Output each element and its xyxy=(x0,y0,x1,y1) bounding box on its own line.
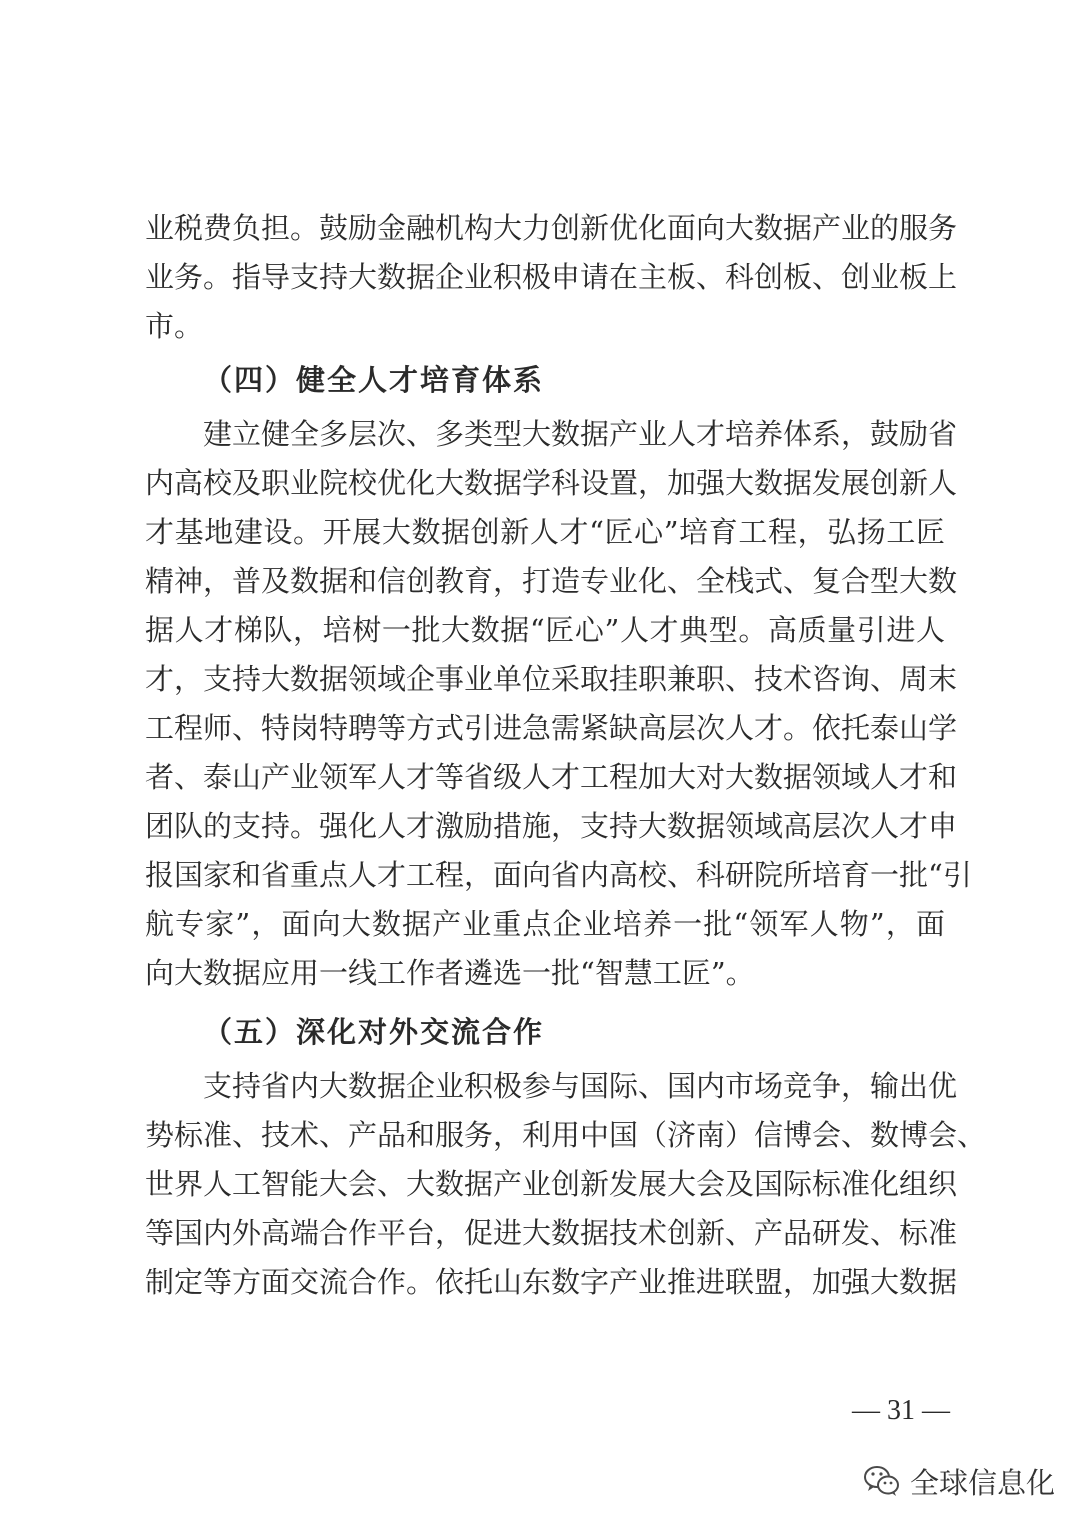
body-line: 等国内外高端合作平台，促进大数据技术创新、产品研发、标准 xyxy=(145,1216,958,1250)
body-line: 航专家”，面向大数据产业重点企业培养一批“领军人物”，面 xyxy=(145,907,945,941)
body-line: 内高校及职业院校优化大数据学科设置，加强大数据发展创新人 xyxy=(145,466,958,500)
body-line: 报国家和省重点人才工程，面向省内高校、科研院所培育一批“引 xyxy=(145,858,972,892)
body-line: 建立健全多层次、多类型大数据产业人才培养体系，鼓励省 xyxy=(203,417,958,451)
body-line: 团队的支持。强化人才激励措施，支持大数据领域高层次人才申 xyxy=(145,809,958,843)
body-line: 制定等方面交流合作。依托山东数字产业推进联盟，加强大数据 xyxy=(145,1265,958,1299)
body-line: 者、泰山产业领军人才等省级人才工程加大对大数据领域人才和 xyxy=(145,760,958,794)
watermark-text: 全球信息化 xyxy=(910,1465,1056,1500)
body-line: 势标准、技术、产品和服务，利用中国（济南）信博会、数博会、 xyxy=(145,1118,987,1152)
body-line: 支持省内大数据企业积极参与国际、国内市场竞争，输出优 xyxy=(203,1069,958,1103)
body-line: 精神，普及数据和信创教育，打造专业化、全栈式、复合型大数 xyxy=(145,564,958,598)
body-line: 工程师、特岗特聘等方式引进急需紧缺高层次人才。依托泰山学 xyxy=(145,711,958,745)
watermark xyxy=(862,1455,1055,1507)
body-line: 才基地建设。开展大数据创新人才“匠心”培育工程，弘扬工匠 xyxy=(145,515,945,549)
section-heading: （五）深化对外交流合作 xyxy=(203,1015,545,1049)
page-number: — 31 — xyxy=(852,1395,950,1426)
body-line: 业务。指导支持大数据企业积极申请在主板、科创板、创业板上 xyxy=(145,260,958,294)
body-line: 业税费负担。鼓励金融机构大力创新优化面向大数据产业的服务 xyxy=(145,211,958,245)
body-line: 据人才梯队，培树一批大数据“匠心”人才典型。高质量引进人 xyxy=(145,613,945,647)
wechat-icon xyxy=(862,1461,902,1501)
section-heading: （四）健全人才培育体系 xyxy=(203,363,545,397)
body-line: 才，支持大数据领域企事业单位采取挂职兼职、技术咨询、周末 xyxy=(145,662,958,696)
body-line: 市。 xyxy=(145,309,204,343)
body-line: 向大数据应用一线工作者遴选一批“智慧工匠”。 xyxy=(145,956,755,990)
body-line: 世界人工智能大会、大数据产业创新发展大会及国际标准化组织 xyxy=(145,1167,958,1201)
